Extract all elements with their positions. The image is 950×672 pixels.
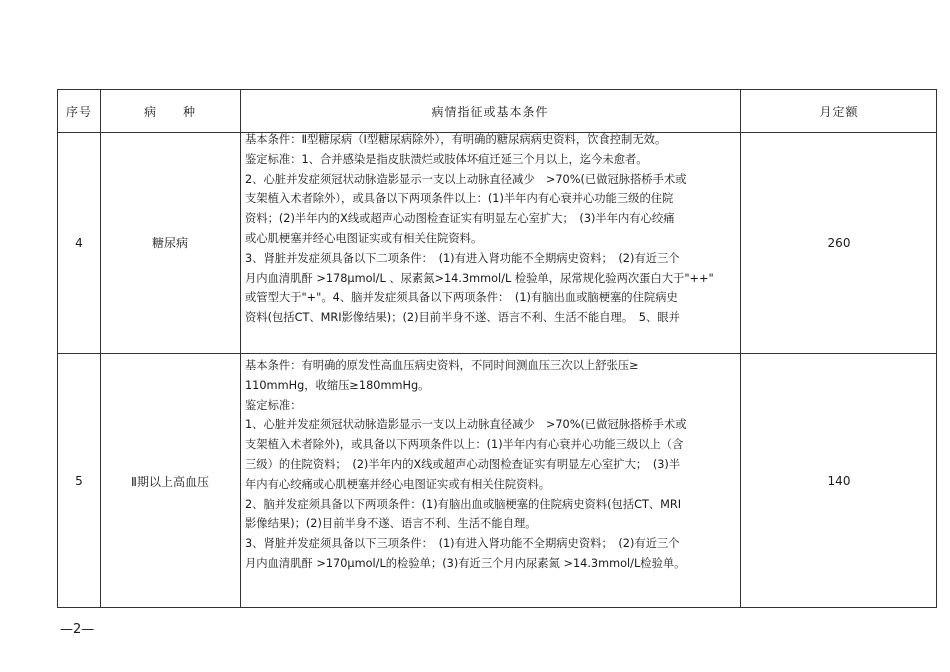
header-quota: 月定额 [819,104,859,119]
row-conditions [245,356,687,574]
condition-line: 鉴定标准：1、合并感染是指皮肤溃烂或肢体坏疽迁延三个月以上，迄今未愈者。 [245,152,648,166]
condition-line: 或管型大于"+"。4、脑并发症须具备以下两项条件： (1)有脑出血或脑梗塞的住院病史 [245,291,678,305]
condition-line: 资料；(2)半年内的X线或超声心动图检查证实有明显左心室扩大； (3)半年内有心绞痛 [245,212,675,226]
condition-line: 鉴定标准： [245,398,302,412]
row-disease: Ⅱ期以上高血压 [131,474,209,489]
header-disease: 病 种 [143,104,196,119]
condition-line: 支架植入术者除外），或具备以下两项条件以上：(1)半年内有心衰并心功能三级的住院 [245,192,674,206]
row-no: 5 [75,474,83,488]
condition-line: 110mmHg，收缩压≥180mmHg。 [245,378,430,392]
row-no: 4 [75,235,83,250]
condition-line: 2、心脏并发症须冠状动脉造影显示一支以上动脉直径减少 >70%(已做冠脉搭桥手术或 [245,172,687,186]
row-quota: 140 [827,474,851,488]
condition-line: 1、心脏并发症须冠状动脉造影显示一支以上动脉直径减少 >70%(已做冠脉搭桥手术或 [245,418,687,432]
row-disease: 糖尿病 [151,236,188,250]
condition-line: 月内血清肌酐 >178μmol/L 、尿素氮>14.3mmol/L 检验单，尿常规化验两次蛋白大于"++" [245,271,714,285]
condition-line: 年内有心绞痛或心肌梗塞并经心电图证实或有相关住院资料。 [245,477,551,491]
row-conditions [245,130,714,328]
header-no: 序号 [65,104,92,119]
condition-line: 3、肾脏并发症须具备以下二项条件： (1)有进入肾功能不全期病史资料； (2)有近三个 [245,251,680,265]
condition-line: 3、肾脏并发症须具备以下三项条件： (1)有进入肾功能不全期病史资料； (2)有近三个 [245,537,680,551]
condition-line: 资料(包括CT、MRI影像结果)；(2)目前半身不遂、语言不利、生活不能自理。 5、眼并 [245,311,680,325]
condition-line: 基本条件：有明确的原发性高血压病史资料，不同时间测血压三次以上舒张压≥ [245,359,639,372]
condition-line: 支架植入术者除外)，或具备以下两项条件以上：(1)半年内有心衰并心功能三级以上（含 [245,438,684,452]
condition-line: 影像结果)；(2)目前半身不遂、语言不利、生活不能自理。 [245,517,537,531]
condition-line: 三级）的住院资料； (2)半年内的X线或超声心动图检查证实有明显左心室扩大； (3)半 [245,457,681,471]
condition-line: 2、脑并发症须具备以下两项条件：(1)有脑出血或脑梗塞的住院病史资料(包括CT、MRI [245,497,682,511]
column-divider [240,90,241,607]
page-number: —2— [60,622,95,637]
condition-line: 或心肌梗塞并经心电图证实或有相关住院资料。 [245,231,483,245]
header-conditions: 病情指征或基本条件 [431,104,549,119]
condition-line: 月内血清肌酐 >170μmol/L的检验单；(3)有近三个月内尿素氮 >14.3mmol/L检验单。 [245,556,686,570]
row-quota: 260 [827,235,851,250]
condition-line: 基本条件：Ⅱ型糖尿病（Ⅰ型糖尿病除外），有明确的糖尿病病史资料，饮食控制无效。 [245,133,667,146]
